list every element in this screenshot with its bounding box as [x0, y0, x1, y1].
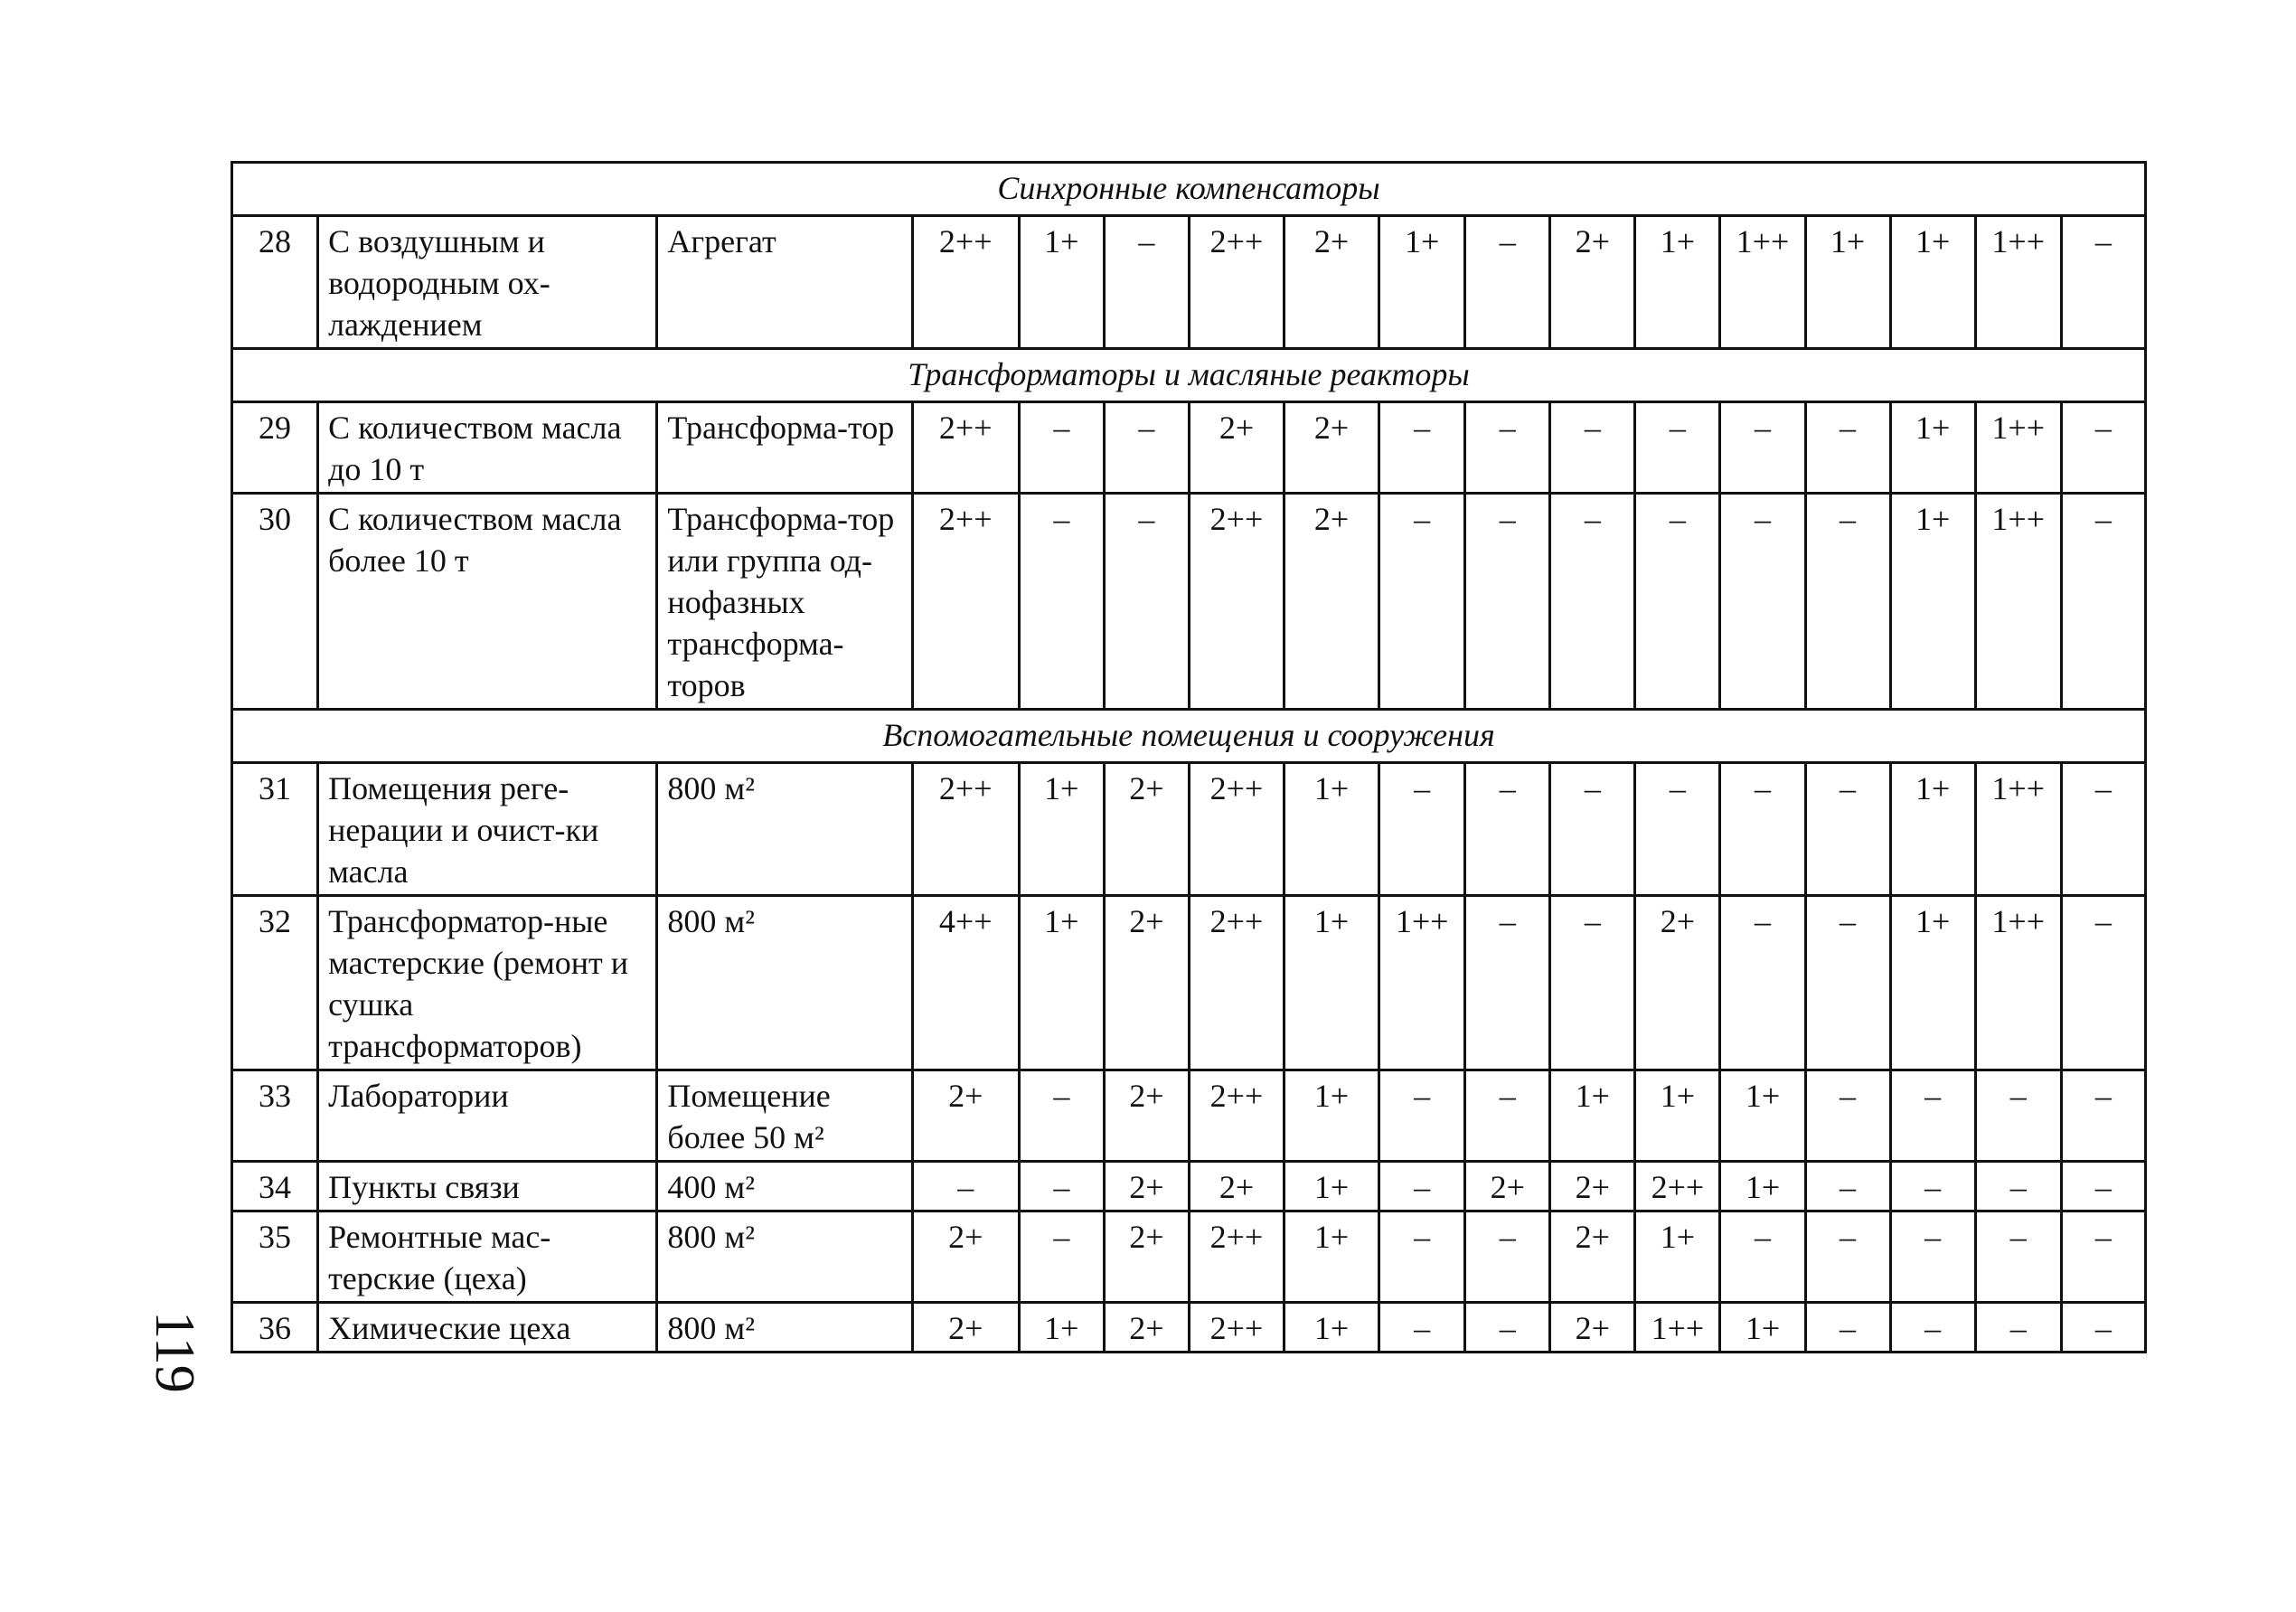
value-cell: 1++ [1635, 1303, 1720, 1353]
table-row [232, 1162, 2146, 1211]
value-cell: – [1805, 1070, 1890, 1162]
table-row [232, 1303, 2146, 1353]
value-cell: 1++ [1720, 216, 1805, 349]
value-cell: 1++ [1975, 896, 2061, 1070]
value-cell: – [1379, 1303, 1465, 1353]
row-object-name: С воздушным и водородным ох-лаждением [318, 216, 657, 349]
row-number: 31 [232, 763, 318, 896]
value-cell: – [1019, 1211, 1104, 1303]
value-cell: – [1379, 494, 1465, 710]
table-row [232, 402, 2146, 494]
table-body [232, 163, 2146, 1353]
value-cell: – [1635, 402, 1720, 494]
value-cell: 1+ [1284, 1162, 1379, 1211]
value-cell: 4++ [912, 896, 1019, 1070]
value-cell: 2+ [1104, 1211, 1189, 1303]
value-cell: – [1104, 494, 1189, 710]
value-cell: 1+ [1635, 216, 1720, 349]
table-row [232, 1211, 2146, 1303]
value-cell: – [2061, 1070, 2145, 1162]
value-cell: – [1805, 494, 1890, 710]
value-cell: 2++ [912, 494, 1019, 710]
value-cell: – [1104, 402, 1189, 494]
value-cell: – [1379, 1070, 1465, 1162]
value-cell: 1+ [1720, 1303, 1805, 1353]
row-number: 34 [232, 1162, 318, 1211]
table-row [232, 763, 2146, 896]
table-row [232, 896, 2146, 1070]
value-cell: 2+ [1284, 494, 1379, 710]
value-cell: – [1975, 1070, 2061, 1162]
value-cell: – [2061, 402, 2145, 494]
value-cell: 2+ [912, 1211, 1019, 1303]
value-cell: – [1635, 494, 1720, 710]
row-unit: Трансформа-тор [657, 402, 912, 494]
value-cell: 1++ [1379, 896, 1465, 1070]
page-number: 119 [144, 1311, 205, 1393]
value-cell: – [1975, 1303, 2061, 1353]
value-cell: 2+ [1550, 1162, 1635, 1211]
value-cell: 2++ [912, 763, 1019, 896]
value-cell: – [1465, 896, 1550, 1070]
value-cell: – [1550, 763, 1635, 896]
value-cell: 2+ [1550, 216, 1635, 349]
value-cell: – [1379, 402, 1465, 494]
value-cell: 2++ [912, 216, 1019, 349]
section-row [232, 163, 2146, 216]
value-cell: 1+ [1805, 216, 1890, 349]
row-object-name: Ремонтные мас-терские (цеха) [318, 1211, 657, 1303]
value-cell: 2+ [1465, 1162, 1550, 1211]
value-cell: – [2061, 1211, 2145, 1303]
table-row [232, 216, 2146, 349]
value-cell: – [1465, 216, 1550, 349]
value-cell: 2+ [912, 1070, 1019, 1162]
value-cell: 1+ [1890, 896, 1975, 1070]
row-number: 32 [232, 896, 318, 1070]
value-cell: – [1550, 494, 1635, 710]
row-number: 35 [232, 1211, 318, 1303]
value-cell: 2+ [1104, 1303, 1189, 1353]
value-cell: – [1635, 763, 1720, 896]
value-cell: – [2061, 494, 2145, 710]
value-cell: – [1890, 1303, 1975, 1353]
value-cell: 2+ [1104, 1162, 1189, 1211]
value-cell: – [1975, 1162, 2061, 1211]
section-row [232, 349, 2146, 402]
value-cell: 1+ [1019, 1303, 1104, 1353]
row-unit: 400 м² [657, 1162, 912, 1211]
value-cell: 2+ [1104, 763, 1189, 896]
section-title: Синхронные компенсаторы [232, 163, 2146, 216]
value-cell: 1++ [1975, 494, 2061, 710]
value-cell: – [1550, 896, 1635, 1070]
value-cell: – [1379, 1211, 1465, 1303]
value-cell: – [1805, 1162, 1890, 1211]
value-cell: 1+ [1890, 494, 1975, 710]
value-cell: 2+ [1104, 896, 1189, 1070]
value-cell: 1+ [1284, 1211, 1379, 1303]
value-cell: – [1890, 1162, 1975, 1211]
value-cell: – [1019, 402, 1104, 494]
value-cell: 1+ [1635, 1070, 1720, 1162]
value-cell: 2+ [1104, 1070, 1189, 1162]
row-object-name: С количеством масла более 10 т [318, 494, 657, 710]
value-cell: – [1465, 402, 1550, 494]
value-cell: – [1720, 1211, 1805, 1303]
value-cell: – [1379, 1162, 1465, 1211]
value-cell: – [2061, 763, 2145, 896]
value-cell: 2+ [1550, 1211, 1635, 1303]
value-cell: 2++ [1189, 763, 1284, 896]
value-cell: 1+ [1284, 896, 1379, 1070]
value-cell: – [1720, 896, 1805, 1070]
value-cell: – [2061, 1162, 2145, 1211]
value-cell: 1++ [1975, 763, 2061, 896]
value-cell: 2+ [1550, 1303, 1635, 1353]
value-cell: – [1805, 763, 1890, 896]
value-cell: 2+ [1284, 216, 1379, 349]
value-cell: 1+ [1284, 1070, 1379, 1162]
value-cell: 1+ [1284, 763, 1379, 896]
value-cell: 1+ [1019, 216, 1104, 349]
value-cell: 1+ [1284, 1303, 1379, 1353]
value-cell: 2++ [1189, 896, 1284, 1070]
value-cell: 1+ [1379, 216, 1465, 349]
value-cell: 1+ [1890, 402, 1975, 494]
row-object-name: Помещения реге-нерации и очист-ки масла [318, 763, 657, 896]
value-cell: – [1805, 402, 1890, 494]
row-object-name: Пункты связи [318, 1162, 657, 1211]
value-cell: – [1465, 494, 1550, 710]
value-cell: 2++ [1189, 1070, 1284, 1162]
value-cell: – [1890, 1070, 1975, 1162]
value-cell: – [1465, 1070, 1550, 1162]
value-cell: – [2061, 1303, 2145, 1353]
value-cell: – [2061, 896, 2145, 1070]
row-unit: 800 м² [657, 763, 912, 896]
value-cell: – [1720, 494, 1805, 710]
row-number: 29 [232, 402, 318, 494]
value-cell: – [1019, 494, 1104, 710]
norms-table [231, 161, 2147, 1353]
value-cell: – [1805, 896, 1890, 1070]
value-cell: 1+ [1720, 1070, 1805, 1162]
value-cell: – [1890, 1211, 1975, 1303]
value-cell: – [2061, 216, 2145, 349]
row-number: 28 [232, 216, 318, 349]
value-cell: – [1465, 1303, 1550, 1353]
row-unit: Агрегат [657, 216, 912, 349]
value-cell: 2++ [1189, 216, 1284, 349]
row-object-name: Лаборатории [318, 1070, 657, 1162]
table-row [232, 494, 2146, 710]
row-object-name: С количеством масла до 10 т [318, 402, 657, 494]
value-cell: – [1805, 1303, 1890, 1353]
value-cell: – [1720, 402, 1805, 494]
value-cell: – [1379, 763, 1465, 896]
value-cell: – [1019, 1162, 1104, 1211]
row-unit: 800 м² [657, 896, 912, 1070]
value-cell: 2++ [1189, 1211, 1284, 1303]
value-cell: – [1104, 216, 1189, 349]
value-cell: 1++ [1975, 402, 2061, 494]
value-cell: 2++ [1189, 1303, 1284, 1353]
value-cell: 1+ [1019, 763, 1104, 896]
value-cell: – [912, 1162, 1019, 1211]
value-cell: 1++ [1975, 216, 2061, 349]
value-cell: – [1465, 763, 1550, 896]
row-number: 33 [232, 1070, 318, 1162]
section-row [232, 710, 2146, 763]
value-cell: – [1975, 1211, 2061, 1303]
value-cell: 2++ [1635, 1162, 1720, 1211]
section-title: Трансформаторы и масляные реакторы [232, 349, 2146, 402]
value-cell: 2++ [912, 402, 1019, 494]
value-cell: 1+ [1550, 1070, 1635, 1162]
value-cell: 2+ [912, 1303, 1019, 1353]
value-cell: 1+ [1019, 896, 1104, 1070]
value-cell: 2++ [1189, 494, 1284, 710]
section-title: Вспомогательные помещения и сооружения [232, 710, 2146, 763]
value-cell: – [1465, 1211, 1550, 1303]
value-cell: 2+ [1189, 1162, 1284, 1211]
row-number: 30 [232, 494, 318, 710]
value-cell: – [1550, 402, 1635, 494]
row-object-name: Трансформатор-ные мастерские (ремонт и сушка трансформаторов) [318, 896, 657, 1070]
value-cell: 2+ [1635, 896, 1720, 1070]
value-cell: – [1720, 763, 1805, 896]
row-number: 36 [232, 1303, 318, 1353]
value-cell: 1+ [1720, 1162, 1805, 1211]
value-cell: 1+ [1890, 763, 1975, 896]
value-cell: 2+ [1189, 402, 1284, 494]
value-cell: – [1019, 1070, 1104, 1162]
row-unit: Помещение более 50 м² [657, 1070, 912, 1162]
value-cell: 2+ [1284, 402, 1379, 494]
value-cell: 1+ [1635, 1211, 1720, 1303]
row-unit: Трансформа-тор или группа од-нофазных трансформа-торов [657, 494, 912, 710]
value-cell: – [1805, 1211, 1890, 1303]
value-cell: 1+ [1890, 216, 1975, 349]
row-unit: 800 м² [657, 1303, 912, 1353]
row-object-name: Химические цеха [318, 1303, 657, 1353]
table-row [232, 1070, 2146, 1162]
row-unit: 800 м² [657, 1211, 912, 1303]
